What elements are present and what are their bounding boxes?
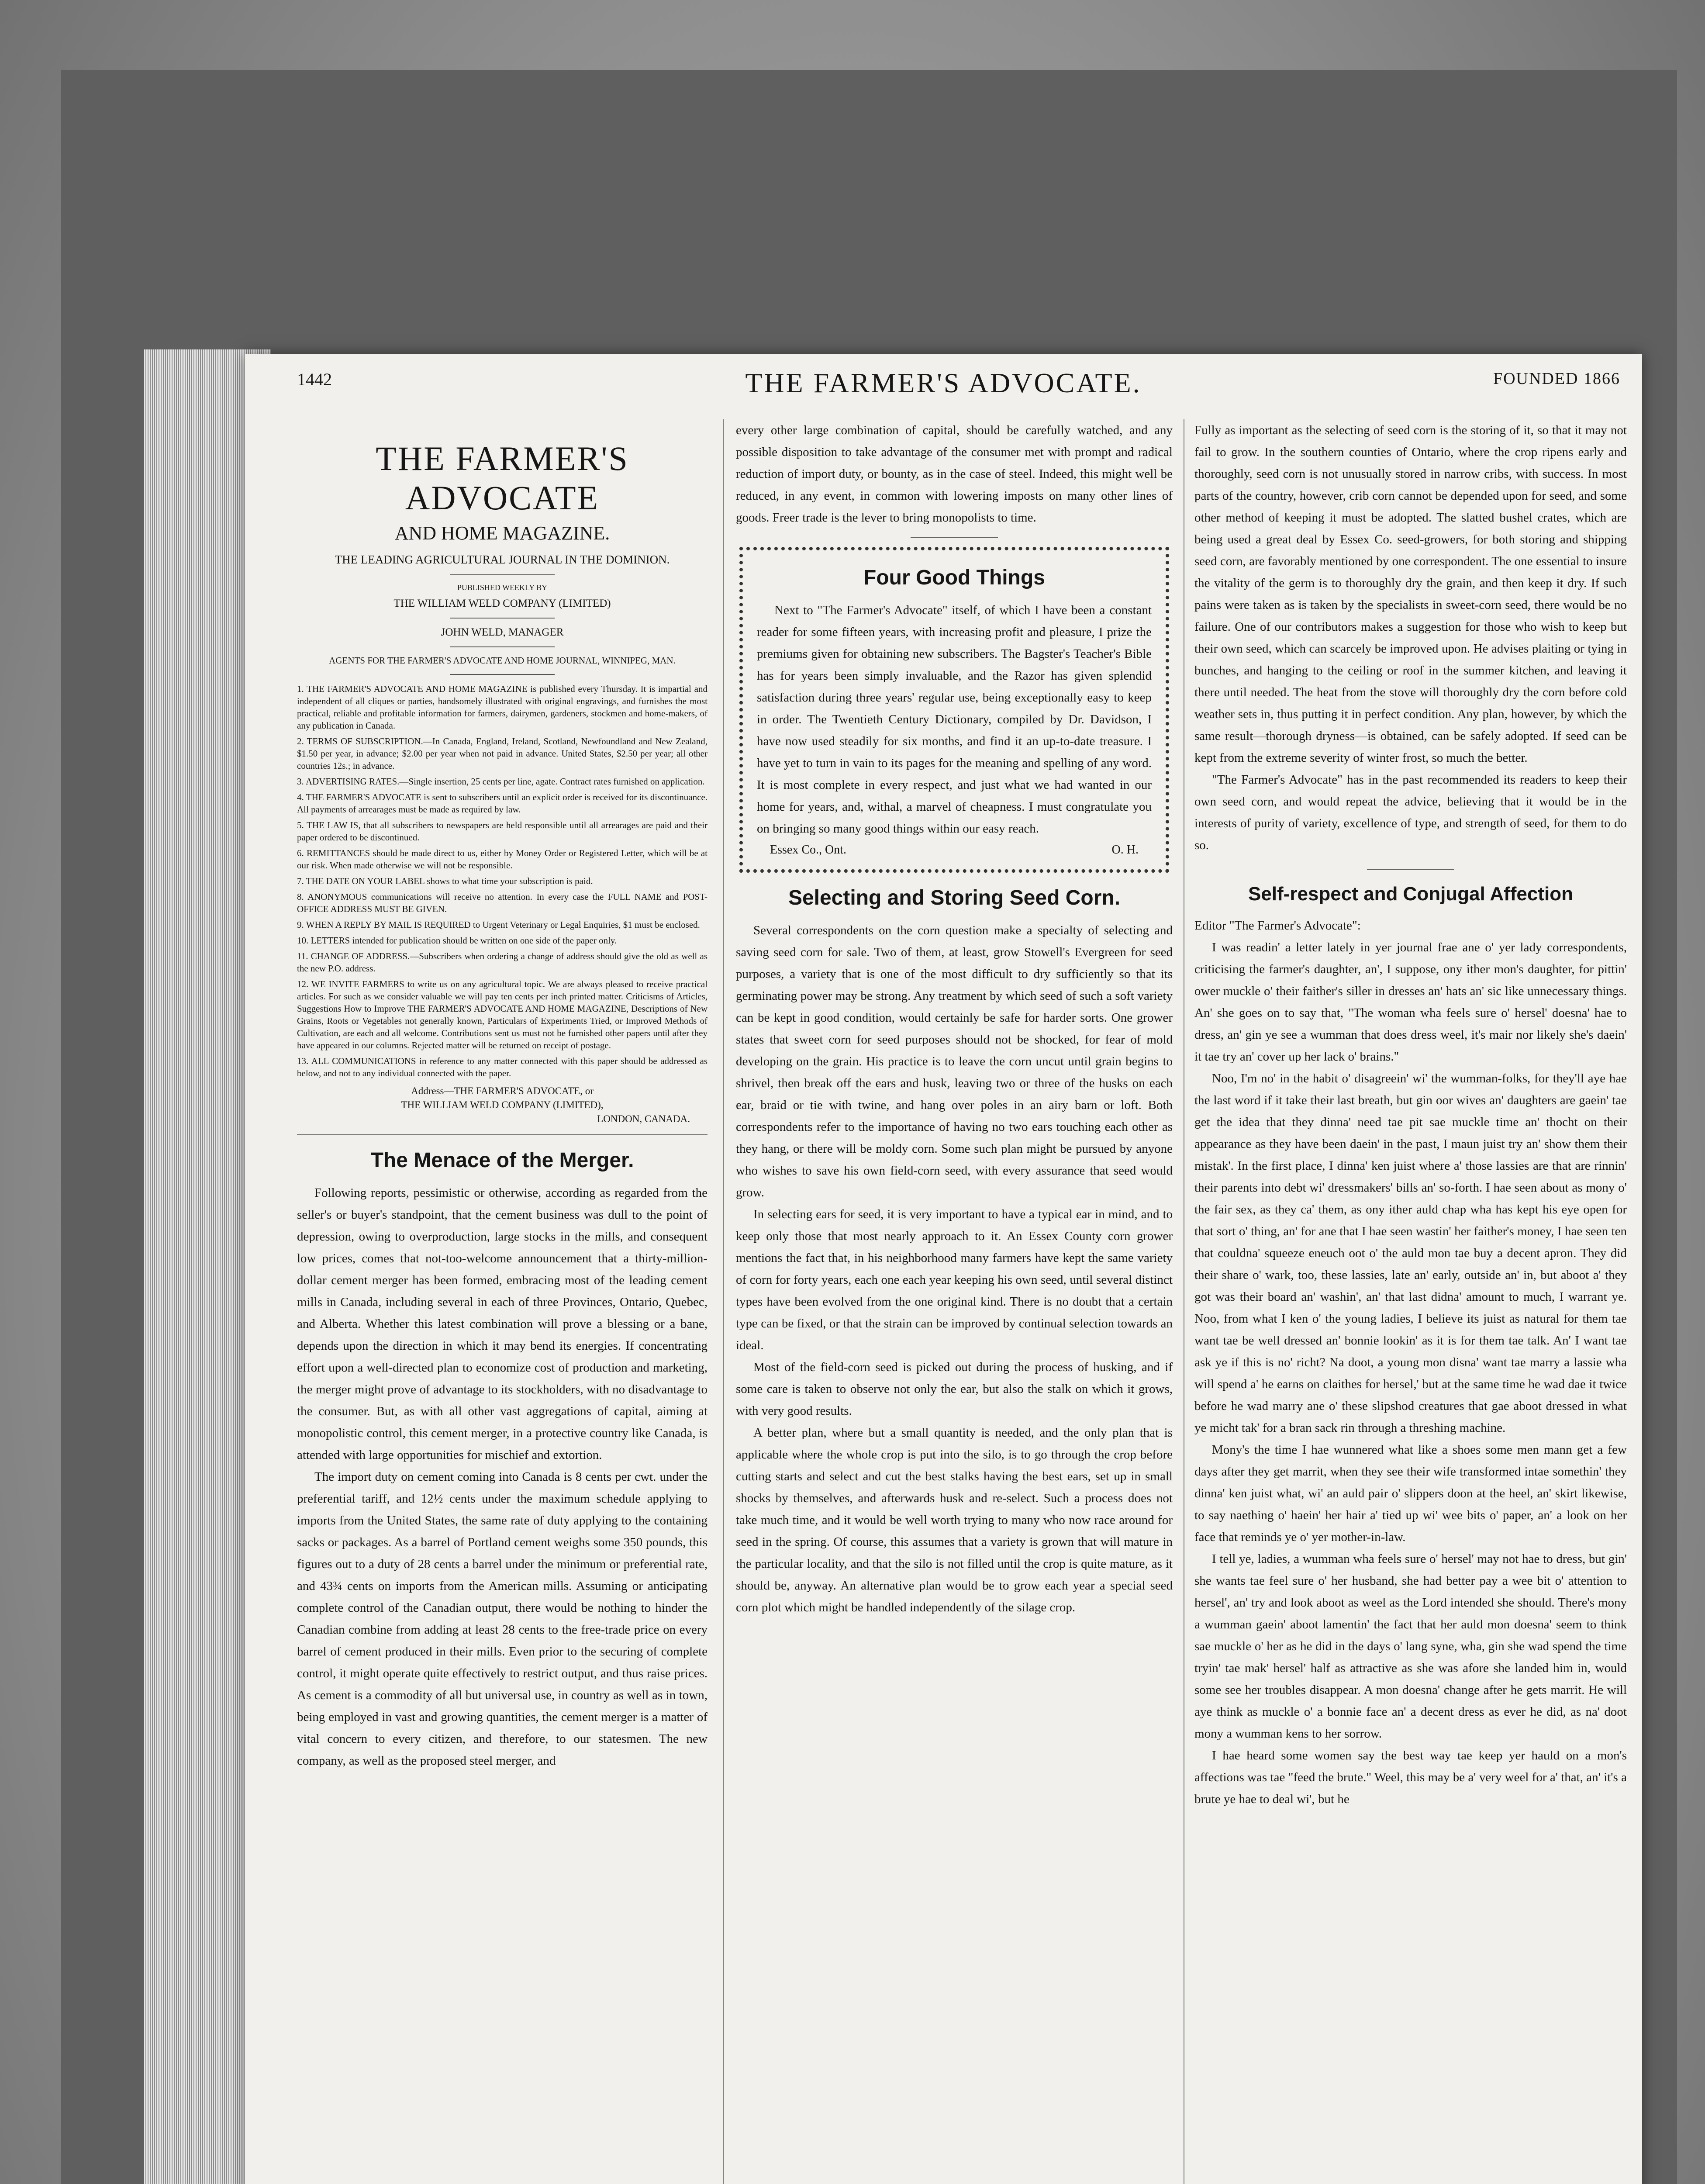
article-paragraph: Noo, I'm no' in the habit o' disagreein' wi' the wumman-folks, for they'll aye hae the last word if it take their last breath, but gin oor wives an' daughters are gaein' tae get the idea that they dinna' need tae pit sae muckle time an' thocht on their appearance as they have been daein' in the past, I maun juist try an' show them their mistak'. In the first place, I dinna' ken juist where a' those lassies are that are rinnin' their parents into debt wi' dressmakers' bills an' so-forth. I hae seen about as mony o' the fair sex, as they ca' them, as ony ither auld chap wha has kept his eye open for that sort o' thing, an' for ane that I hae seen wastin' her faither's money, I hae seen ten that couldna' squeeze eneuch oot o' the auld mon tae buy a decent apron. They did their share o' wark, too, these lassies, late an' early, outside an' in, but aboot a' they got was their board an' washin', an' that last didna' amount to much, I warrant ye. Noo, from what I ken o' the young ladies, I believe its juist as natural for them tae want tae be well dressed an' bonnie lookin' as it is for them tae talk. An' I want tae ask ye if this is no' richt? Na doot, a young mon disna' want tae marry a lassie wha will spend a' he earns on claithes for hersel,' but at the same time he wad dae it twice before he wad marry ane o' these slipshod creatures that gae aboot dressed in what ye micht tak' for a bran sack rin through a threshing machine. (1194, 1071, 1627, 1435)
article-paragraph: Several correspondents on the corn question make a specialty of selecting and saving seed corn for sale. Two of them, at least, grow Stowell's Evergreen for seed purposes, a variety that is one of the most difficult to dry sufficiently so that its germinating power may be strong. Any treatment by which seed of such a soft variety can be kept in good condition, would certainly be safe for harder sorts. One grower states that sweet corn for seed purposes should not be shocked, for fear of mold developing on the grain. His practice is to leave the corn uncut until grain begins to shrivel, then break off the ears and husk, leaving two or three of the husks on each ear, braid or tie with twine, and hang over poles in an airy barn or loft. Both correspondents refer to the importance of having no two ears touching each other as they hang, or there will be moldy corn. Some such plan might be pursued by anyone who wishes to save his own field-corn seed, with every assurance that seed would grow. (736, 923, 1173, 1199)
divider (911, 537, 998, 538)
masthead-agents: AGENTS FOR THE FARMER'S ADVOCATE AND HOME JOURNAL, WINNIPEG, MAN. (329, 655, 676, 666)
notice-item: 1. THE FARMER'S ADVOCATE AND HOME MAGAZINE is published every Thursday. It is impartial and independent of all cliques or parties, handsomely illustrated with original engravings, and furnishes the most practical, reliable and profitable information for farmers, dairymen, gardeners, stockmen and home-makers, of any publication in Canada. (297, 684, 708, 731)
notice-list (297, 683, 708, 1079)
founded-line: FOUNDED 1866 (1493, 370, 1620, 388)
article-paragraph: Next to "The Farmer's Advocate" itself, of which I have been a constant reader for some fifteen years, with increasing profit and pleasure, I prize the premiums given for obtaining new subscribers. The Bagster's Teacher's Bible has for years been simply invaluable, and the Razor has given splendid satisfaction during three years' regular use, being exceptionally easy to keep in order. The Twentieth Century Dictionary, compiled by Dr. Davidson, I have now used steadily for six months, and find it an up-to-date treasure. I have yet to turn in vain to its pages for the meaning and spelling of any word. It is most complete in every respect, and just what we had wanted in our home for years, and, withal, a marvel of cheapness. I must congratulate you on bringing so many good things within our easy reach. (757, 603, 1152, 836)
column-3 (1194, 419, 1627, 2184)
notice-item: 12. WE INVITE FARMERS to write us on any agricultural topic. We are always pleased to receive practical articles. For such as we consider valuable we will pay ten cents per inch printed matter. Criticisms of Articles, Suggestions How to Improve THE FARMER'S ADVOCATE AND HOME MAGAZINE, Descriptions of New Grains, Roots or Vegetables not generally known, Particulars of Experiments Tried, or Improved Methods of Cultivation, are each and all welcome. Contributions sent us must not be furnished other papers until after they have appeared in our columns. Rejected matter will be returned on receipt of postage. (297, 979, 708, 1051)
notice-item: 6. REMITTANCES should be made direct to us, either by Money Order or Registered Letter, which will be at our risk. When made otherwise we will not be responsible. (297, 848, 708, 871)
signature-line (770, 843, 1139, 857)
notice-item: 8. ANONYMOUS communications will receive no attention. In every case the FULL NAME and POST-OFFICE ADDRESS MUST BE GIVEN. (297, 892, 708, 914)
notice-item: 3. ADVERTISING RATES.—Single insertion, 25 cents per line, agate. Contract rates furnished on application. (297, 776, 705, 787)
article-paragraph: every other large combination of capital, should be carefully watched, and any possible disposition to take advantage of the consumer met with prompt and radical reduction of import duty, or bounty, as in the case of steel. Indeed, this might well be reduced, in any event, in common with lowering imposts on many other lines of goods. Freer trade is the lever to bring monopolists to time. (736, 423, 1173, 525)
divider (1367, 869, 1454, 870)
article-paragraph: I tell ye, ladies, a wumman wha feels sure o' hersel' may not hae to dress, but gin' she wants tae feel sure o' her husband, she had better pay a wee bit o' attention to hersel', an' try and look aboot as weel as the Lord intended she should. There's mony a wumman gaein' aboot lamentin' the fact that her auld mon doesna' seem to think sae muckle o' her as he did in the days o' lang syne, wha, gin she wad spend the time tryin' tae mak' hersel' half as attractive as she was afore she landed him in, would some see her troubles disappear. A mon doesna' change after he gets marrit. He will aye think as muckle o' a bonnie face an' a decent dress as ever he did, as na' doot mony a wumman kens to her sorrow. (1194, 1552, 1627, 1741)
address-line: Address—THE FARMER'S ADVOCATE, or (411, 1085, 594, 1096)
masthead-manager: JOHN WELD, MANAGER (441, 626, 564, 638)
masthead-subtitle: AND HOME MAGAZINE. (394, 522, 610, 544)
running-title: THE FARMER'S ADVOCATE. (745, 367, 1142, 398)
column-1 (297, 419, 708, 2184)
divider (297, 1134, 708, 1135)
masthead-published: PUBLISHED WEEKLY BY (457, 583, 548, 592)
article-paragraph: A better plan, where but a small quantity is needed, and the only plan that is applicable where the whole crop is put into the silo, is to go through the crop before cutting starts and select and cut the best stalks having the best ears, set up in small shocks by themselves, and afterwards husk and re-select. Such a process does not take much time, and it would be well worth trying to many who now race around for seed in the spring. Of course, this assumes that a variety is grown that will mature in the particular locality, and that the silo is not filled until the crop is quite mature, as it should be, anyway. An alternative plan would be to grow each year a special seed corn plot which might be handled independently of the silage crop. (736, 1426, 1173, 1614)
article-paragraph: Fully as important as the selecting of seed corn is the storing of it, so that it may not fail to grow. In the southern counties of Ontario, where the crop ripens early and thoroughly, seed corn is not unusually stored in narrow cribs, with success. In most parts of the country, however, crib corn cannot be depended upon for seed, and some other method of keeping it must be adopted. The slatted bushel crates, which are being used a great deal by Essex Co. seed-growers, for both storing and shipping seed corn, are favorably mentioned by one correspondent. The one essential to insure the vitality of the germ is to thoroughly dry the grain, and then keep it dry. If such pains were taken as is taken by the specialists in sweet-corn seed, there would be no failure. One of our contributors makes a suggestion for those who wish to keep but their own seed, which can scarcely be improved upon. He advises plaiting or tying in bunches, and hanging to the ceiling or roof in the summer kitchen, and leaving it there until needed. The heat from the stove will thoroughly dry the corn before cold weather sets in, thus putting it in perfect condition. Any plan, however, by which the same result—thorough dryness—is obtained, can be safely adopted. If seed can be kept from the extreme severity of winter frost, so much the better. (1194, 423, 1627, 765)
article-heading: Four Good Things (863, 566, 1045, 589)
divider (450, 574, 555, 575)
article-paragraph: I was readin' a letter lately in yer journal frae ane o' yer lady correspondents, criticising the farmer's daughter, an', I suppose, ony ither mon's daughter, for pittin' ower muckle o' their faither's siller in dresses an' hats an' sic like unnecessary things. An' she goes on to say that, "The woman wha feels sure o' hersel' doesna' hae to dress, an' gin ye see a wumman that does dress weel, it's mair nor likely she's daein' it tae try an' cover up her lack o' brains." (1194, 940, 1627, 1064)
divider (450, 646, 555, 647)
notice-item: 9. WHEN A REPLY BY MAIL IS REQUIRED to Urgent Veterinary or Legal Enquiries, $1 must be enclosed. (297, 919, 700, 930)
notice-item: 2. TERMS OF SUBSCRIPTION.—In Canada, England, Ireland, Scotland, Newfoundland and New Zealand, $1.50 per year, in advance; $2.00 per year when not paid in advance. United States, $2.50 per year; all other countries 12s.; in advance. (297, 736, 708, 771)
notice-item: 13. ALL COMMUNICATIONS in reference to any matter connected with this paper should be addressed as below, and not to any individual connected with the paper. (297, 1056, 708, 1078)
masthead-tagline: THE LEADING AGRICULTURAL JOURNAL IN THE DOMINION. (335, 553, 670, 566)
newspaper-page (245, 354, 1642, 2184)
column-rule (723, 419, 724, 2184)
article-paragraph: Following reports, pessimistic or otherwise, according as regarded from the seller's or buyer's standpoint, that the cement business was dull to the point of depression, owing to overproduction, large stocks in the mills, and consequent low prices, comes that not-too-welcome announcement that a thirty-million-dollar cement merger has been formed, embracing most of the leading cement mills in Canada, including several in each of three Provinces, Ontario, Quebec, and Alberta. Whether this latest combination will prove a blessing or a bane, depends upon the direction in which it may bend its energies. If concentrating effort upon a well-directed plan to economize cost of production and marketing, the merger might prove of advantage to its stockholders, with no disadvantage to the consumer. But, as with all other vast aggregations of capital, aiming at monopolistic control, this cement merger, in a protective country like Canada, is attended with large opportunities for mischief and extortion. (297, 1186, 708, 1462)
notice-item: 7. THE DATE ON YOUR LABEL shows to what time your subscription is paid. (297, 876, 593, 886)
article-paragraph: The import duty on cement coming into Canada is 8 cents per cwt. under the preferential tariff, and 12½ cents under the maximum schedule applying to imports from the United States, the same rate of duty applying to the containing sacks or packages. As a barrel of Portland cement weighs some 350 pounds, this figures out to a duty of 28 cents a barrel under the minimum or preferential rate, and 43¾ cents on imports from the American mills. Assuming or anticipating complete control of the Canadian output, there would be nothing to hinder the Canadian combine from adding at least 28 cents to the free-trade price on every barrel of cement produced in their mills. Even prior to the securing of complete control, it might operate quite effectively to restrict output, and thus raise prices. As cement is a commodity of all but universal use, in country as well as in town, being employed in vast and growing quantities, the cement merger is a matter of vital concern to every citizen, and therefore, to our statesmen. The new company, as well as the proposed steel merger, and (297, 1470, 708, 1768)
article-heading: The Menace of the Merger. (370, 1149, 634, 1172)
letter-salutation: Editor "The Farmer's Advocate": (1194, 919, 1361, 933)
article-paragraph: In selecting ears for seed, it is very important to have a typical ear in mind, and to keep only those that most nearly approach to it. An Essex County corn grower mentions the fact that, in his neighborhood many farmers have kept the same variety of corn for forty years, each one each year keeping his own seed, until several distinct types have been evolved from the one original kind. There is no doubt that a certain type can be fixed, or that the strain can be improved by continual selection towards an ideal. (736, 1207, 1173, 1352)
notice-item: 5. THE LAW IS, that all subscribers to newspapers are held responsible until all arrearages are paid and their paper ordered to be discontinued. (297, 820, 708, 843)
masthead-title: THE FARMER'S ADVOCATE (376, 439, 629, 517)
article-heading: Self-respect and Conjugal Affection (1248, 883, 1573, 905)
address-block (297, 1085, 708, 1125)
divider (450, 674, 555, 675)
page-number: 1442 (297, 370, 332, 389)
address-line: THE WILLIAM WELD COMPANY (LIMITED), (401, 1099, 604, 1110)
notice-item: 4. THE FARMER'S ADVOCATE is sent to subscribers until an explicit order is received for its discontinuance. All payments of arrearages must be made as required by law. (297, 792, 708, 815)
signature-place: Essex Co., Ont. (770, 843, 846, 857)
notice-item: 11. CHANGE OF ADDRESS.—Subscribers when ordering a change of address should give the old as well as the new P.O. address. (297, 951, 708, 974)
masthead-company: THE WILLIAM WELD COMPANY (LIMITED) (393, 598, 611, 609)
notice-item: 10. LETTERS intended for publication should be written on one side of the paper only. (297, 935, 617, 946)
article-paragraph: I hae heard some women say the best way tae keep yer hauld on a mon's affections was tae "feed the brute." Weel, this may be a' very weel for a' that, an' it's a brute ye hae to deal wi', but he (1194, 1749, 1627, 1806)
article-paragraph: "The Farmer's Advocate" has in the past recommended its readers to keep their own seed corn, and would repeat the advice, believing that it would be in the interests of purity of variety, excellence of type, and strength of seed, for them to do so. (1194, 773, 1627, 852)
address-line: LONDON, CANADA. (597, 1113, 690, 1124)
divider (450, 618, 555, 619)
article-heading: Selecting and Storing Seed Corn. (788, 886, 1121, 909)
signature-initials: O. H. (1111, 843, 1139, 857)
letter-box (739, 547, 1169, 873)
article-paragraph: Most of the field-corn seed is picked out during the process of husking, and if some care is taken to observe not only the ear, but also the stalk on which it grows, with very good results. (736, 1360, 1173, 1418)
column-2 (736, 419, 1173, 2184)
article-paragraph: Mony's the time I hae wunnered what like a shoes some men mann get a few days after they get marrit, when they see their wife transformed intae somethin' they dinna' ken juist what, wi' an auld pair o' slippers doon at the heel, an' skirt likewise, to say naething o' haein' her hair a' tied up wi' wee bits o' paper, an' a look on her face that reminds ye o' yer mother-in-law. (1194, 1443, 1627, 1544)
